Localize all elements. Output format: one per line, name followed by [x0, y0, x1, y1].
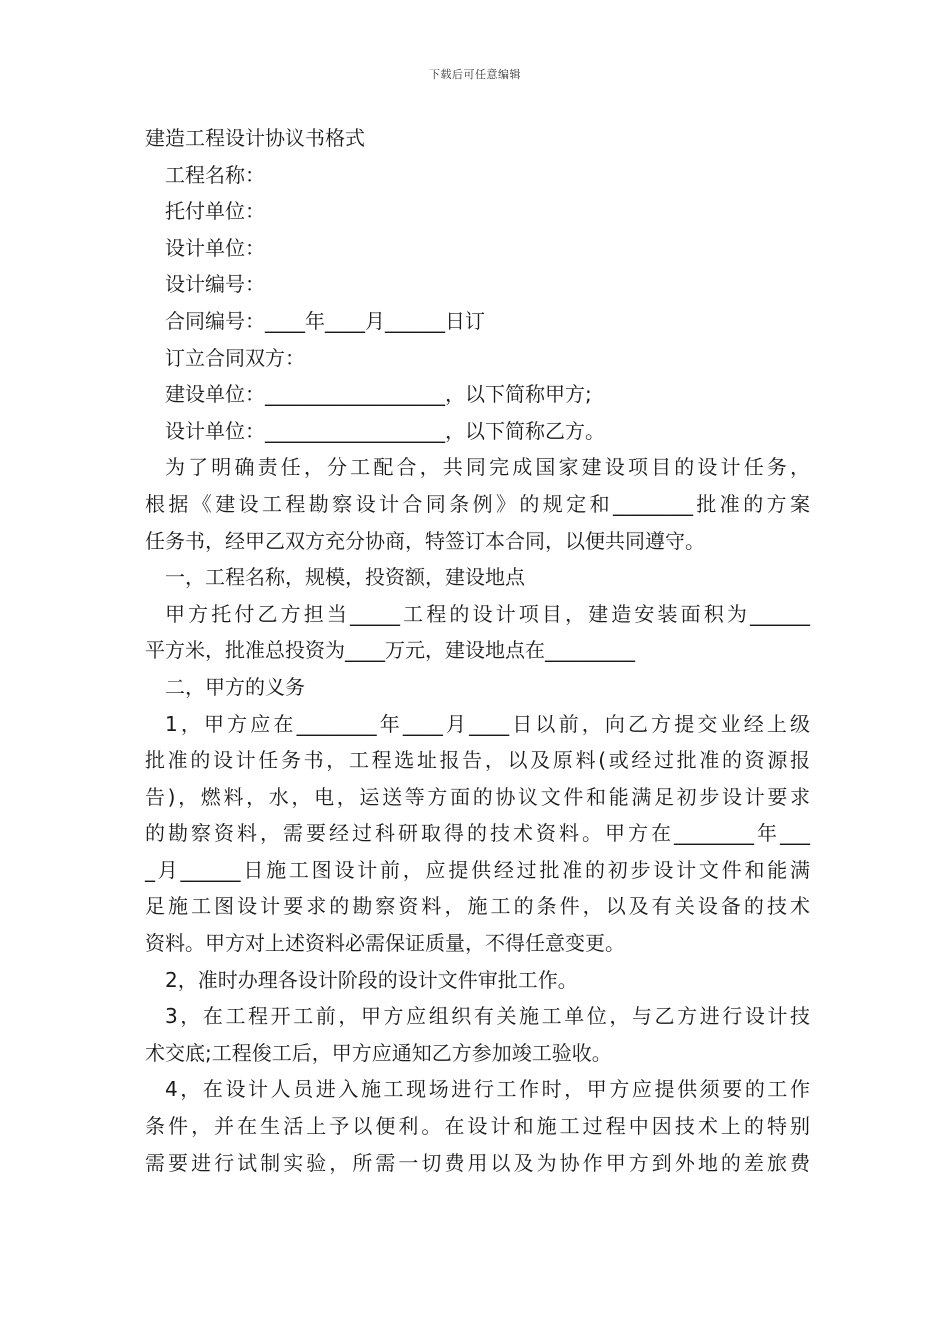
preamble-line: 根据《建设工程勘察设计合同条例》的规定和________批准的方案	[145, 491, 810, 516]
clause-1-line: 告)，燃料，水，电，运送等方面的协议文件和能满足初步设计要求	[145, 784, 810, 809]
parties-heading: 订立合同双方：	[165, 345, 305, 370]
clause-1-line: 足施工图设计要求的勘察资料，施工的条件，以及有关设备的技术	[145, 894, 810, 919]
clause-1-line: _月______日施工图设计前，应提供经过批准的初步设计文件和能满	[145, 857, 810, 882]
party-b-line: 设计单位：__________________，以下简称乙方。	[165, 418, 605, 443]
preamble-line: 任务书，经甲乙双方充分协商，特签订本合同，以便共同遵守。	[145, 528, 705, 553]
clause-1-line: 批准的设计任务书，工程选址报告，以及原料(或经过批准的资源报	[145, 748, 810, 773]
clause-2-line: 2，准时办理各设计阶段的设计文件审批工作。	[165, 967, 578, 992]
field-client: 托付单位：	[165, 199, 265, 224]
clause-1-line: 资料。甲方对上述资料必需保证质量，不得任意变更。	[145, 931, 625, 956]
page-header: 下载后可任意编辑	[429, 68, 521, 81]
section-1-line: 平方米，批准总投资为____万元，建设地点在_________	[145, 638, 635, 663]
section-heading-1: 一，工程名称，规模，投资额，建设地点	[165, 565, 525, 590]
section-1-line: 甲方托付乙方担当_____工程的设计项目，建造安装面积为______	[165, 601, 810, 626]
preamble-line: 为了明确责任，分工配合，共同完成国家建设项目的设计任务，	[165, 455, 810, 480]
clause-4-line: 4，在设计人员进入施工现场进行工作时，甲方应提供须要的工作	[165, 1077, 810, 1102]
clause-3-line: 术交底;工程俊工后，甲方应通知乙方参加竣工验收。	[145, 1040, 612, 1065]
clause-4-line: 需要进行试制实验，所需一切费用以及为协作甲方到外地的差旅费	[145, 1150, 810, 1175]
field-design-number: 设计编号：	[165, 272, 265, 297]
field-design-unit: 设计单位：	[165, 235, 265, 260]
clause-1-line: 的勘察资料，需要经过科研取得的技术资料。甲方在________年___	[145, 821, 810, 846]
field-project-name: 工程名称：	[165, 162, 265, 187]
document-body	[145, 120, 810, 1181]
clause-1-line: 1，甲方应在________年____月____日以前，向乙方提交业经上级	[165, 711, 810, 736]
clause-4-line: 条件，并在生活上予以便利。在设计和施工过程中因技术上的特别	[145, 1114, 810, 1139]
document-title: 建造工程设计协议书格式	[145, 126, 365, 150]
party-a-line: 建设单位：__________________，以下简称甲方;	[165, 382, 592, 407]
clause-3-line: 3，在工程开工前，甲方应组织有关施工单位，与乙方进行设计技	[165, 1004, 810, 1029]
field-contract-number: 合同编号：____年____月______日订	[165, 308, 485, 333]
section-heading-2: 二，甲方的义务	[165, 674, 305, 699]
